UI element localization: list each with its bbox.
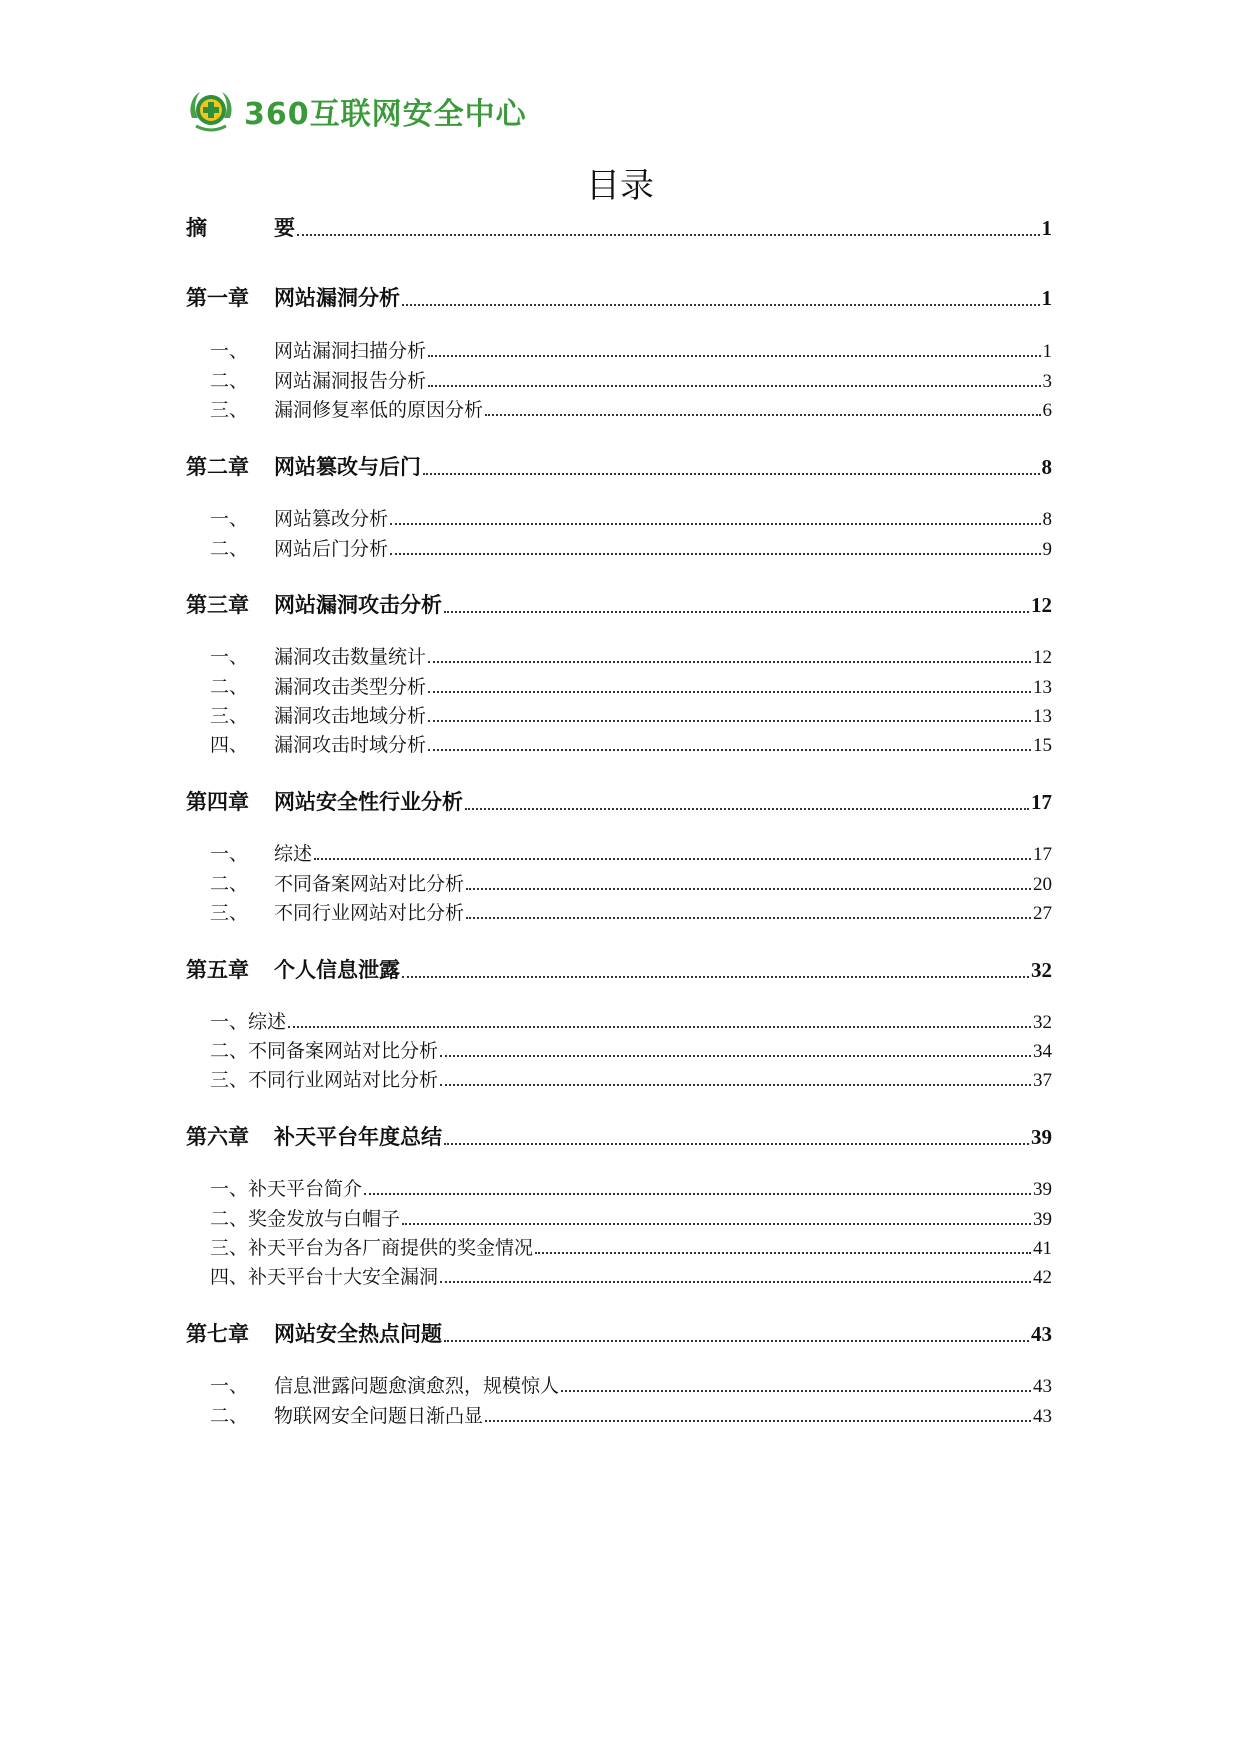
item-number: 二、 — [210, 1406, 249, 1427]
item-text: 网站篡改分析 — [274, 509, 389, 530]
item-number: 一、 — [210, 341, 249, 362]
chapter-title: 网站漏洞分析 — [274, 286, 400, 310]
page-number: 13 — [1033, 677, 1052, 698]
page-number: 34 — [1033, 1041, 1052, 1062]
item-text: 网站漏洞报告分析 — [274, 371, 427, 392]
item-number: 二、 — [210, 371, 249, 392]
item-number: 三、 — [210, 706, 249, 727]
leader-dots — [288, 1026, 1031, 1028]
toc-chapter-3[interactable] — [186, 589, 1052, 619]
item-number: 二、 — [210, 1041, 249, 1062]
toc-chapter-1[interactable] — [186, 282, 1052, 312]
page-number: 9 — [1042, 539, 1052, 560]
leader-dots — [440, 1084, 1031, 1086]
item-number: 一、 — [210, 509, 249, 530]
page-number: 12 — [1033, 647, 1052, 668]
chapter-title: 个人信息泄露 — [274, 958, 400, 982]
item-number: 一、 — [210, 1012, 249, 1033]
leader-dots — [428, 355, 1040, 357]
leader-dots — [423, 473, 1040, 475]
leader-dots — [485, 1420, 1031, 1422]
item-text: 综述 — [274, 844, 313, 865]
leader-dots — [402, 976, 1029, 978]
page-number: 43 — [1033, 1376, 1052, 1397]
page-number: 43 — [1031, 1322, 1052, 1346]
item-text: 漏洞攻击地域分析 — [274, 706, 427, 727]
toc-item[interactable] — [186, 1204, 1052, 1231]
item-number: 二、 — [210, 874, 249, 895]
toc-chapter-4[interactable] — [186, 786, 1052, 816]
leader-dots — [428, 385, 1040, 387]
leader-dots — [314, 858, 1031, 860]
leader-dots — [402, 304, 1040, 306]
page-number: 17 — [1033, 844, 1052, 865]
leader-dots — [440, 1055, 1031, 1057]
toc-item[interactable] — [186, 366, 1052, 393]
item-number: 四、 — [210, 1267, 249, 1288]
leader-dots — [485, 414, 1040, 416]
page-number: 39 — [1033, 1179, 1052, 1200]
item-text: 信息泄露问题愈演愈烈，规模惊人 — [274, 1376, 560, 1397]
toc-item[interactable] — [186, 730, 1052, 757]
item-text: 补天平台简介 — [248, 1179, 363, 1200]
chapter-title: 网站漏洞攻击分析 — [274, 593, 442, 617]
leader-dots — [444, 1340, 1029, 1342]
item-number: 三、 — [210, 1070, 249, 1091]
item-text: 漏洞攻击数量统计 — [274, 647, 427, 668]
item-text: 漏洞攻击类型分析 — [274, 677, 427, 698]
leader-dots — [390, 553, 1040, 555]
toc-item[interactable] — [186, 839, 1052, 866]
item-number: 一、 — [210, 647, 249, 668]
page-title: 目录 — [586, 166, 654, 206]
leader-dots — [440, 1281, 1031, 1283]
abstract-char-2: 要 — [274, 216, 295, 240]
page-number: 39 — [1031, 1125, 1052, 1149]
item-number: 一、 — [210, 1376, 249, 1397]
chapter-title: 网站篡改与后门 — [274, 455, 421, 479]
page-number: 20 — [1033, 874, 1052, 895]
item-text: 不同备案网站对比分析 — [274, 874, 465, 895]
toc-chapter-6[interactable] — [186, 1121, 1052, 1151]
page-number: 37 — [1033, 1070, 1052, 1091]
toc-item[interactable] — [186, 642, 1052, 669]
leader-dots — [428, 720, 1031, 722]
page-number: 1 — [1042, 341, 1052, 362]
item-number: 二、 — [210, 677, 249, 698]
abstract-char-1: 摘 — [186, 216, 207, 240]
item-text: 网站漏洞扫描分析 — [274, 341, 427, 362]
item-number: 三、 — [210, 400, 249, 421]
item-number: 一、 — [210, 844, 249, 865]
page-number: 13 — [1033, 706, 1052, 727]
page-number: 32 — [1033, 1012, 1052, 1033]
toc-abstract[interactable] — [186, 212, 1052, 242]
page-number: 8 — [1042, 509, 1052, 530]
toc-item[interactable] — [186, 1065, 1052, 1092]
chapter-number: 第四章 — [186, 790, 249, 814]
page-number: 3 — [1042, 371, 1052, 392]
page-number: 41 — [1033, 1238, 1052, 1259]
toc-item[interactable] — [186, 336, 1052, 363]
page-number: 43 — [1033, 1406, 1052, 1427]
page-number: 15 — [1033, 735, 1052, 756]
leader-dots — [297, 234, 1040, 236]
item-text: 补天平台为各厂商提供的奖金情况 — [248, 1238, 534, 1259]
leader-dots — [444, 1143, 1029, 1145]
leader-dots — [465, 808, 1029, 810]
toc-item[interactable] — [186, 1371, 1052, 1398]
toc-item[interactable] — [186, 1262, 1052, 1289]
chapter-number: 第三章 — [186, 593, 249, 617]
page-number: 1 — [1041, 216, 1052, 240]
item-text: 网站后门分析 — [274, 539, 389, 560]
chapter-number: 第五章 — [186, 958, 249, 982]
chapter-number: 第七章 — [186, 1322, 249, 1346]
leader-dots — [561, 1390, 1031, 1392]
chapter-number: 第二章 — [186, 455, 249, 479]
page-number: 17 — [1031, 790, 1052, 814]
item-number: 二、 — [210, 539, 249, 560]
item-number: 四、 — [210, 735, 249, 756]
toc-item[interactable] — [186, 869, 1052, 896]
leader-dots — [535, 1252, 1031, 1254]
item-text: 物联网安全问题日渐凸显 — [274, 1406, 484, 1427]
item-text: 不同行业网站对比分析 — [274, 903, 465, 924]
toc-item[interactable] — [186, 898, 1052, 925]
chapter-number: 第一章 — [186, 286, 249, 310]
chapter-title: 补天平台年度总结 — [274, 1125, 442, 1149]
leader-dots — [428, 691, 1031, 693]
item-text: 不同行业网站对比分析 — [248, 1070, 439, 1091]
toc-item[interactable] — [186, 504, 1052, 531]
item-text: 漏洞攻击时域分析 — [274, 735, 427, 756]
toc-chapter-7[interactable] — [186, 1318, 1052, 1348]
leader-dots — [466, 917, 1031, 919]
toc-item[interactable] — [186, 701, 1052, 728]
page-number: 39 — [1033, 1209, 1052, 1230]
toc-item[interactable] — [186, 1007, 1052, 1034]
leader-dots — [402, 1223, 1031, 1225]
page-number: 12 — [1031, 593, 1052, 617]
360-shield-logo-icon — [186, 88, 236, 134]
item-number: 三、 — [210, 1238, 249, 1259]
chapter-title: 网站安全热点问题 — [274, 1322, 442, 1346]
item-text: 奖金发放与白帽子 — [248, 1209, 401, 1230]
toc-item[interactable] — [186, 1036, 1052, 1063]
leader-dots — [444, 611, 1029, 613]
toc-item[interactable] — [186, 1174, 1052, 1201]
chapter-title: 网站安全性行业分析 — [274, 790, 463, 814]
logo-text: 360互联网安全中心 — [244, 97, 527, 132]
item-text: 漏洞修复率低的原因分析 — [274, 400, 484, 421]
toc-item[interactable] — [186, 395, 1052, 422]
leader-dots — [428, 749, 1031, 751]
leader-dots — [466, 888, 1031, 890]
item-text: 补天平台十大安全漏洞 — [248, 1267, 439, 1288]
leader-dots — [364, 1193, 1031, 1195]
toc-chapter-2[interactable] — [186, 451, 1052, 481]
item-text: 不同备案网站对比分析 — [248, 1041, 439, 1062]
item-number: 三、 — [210, 903, 249, 924]
toc-item[interactable] — [186, 1401, 1052, 1428]
chapter-number: 第六章 — [186, 1125, 249, 1149]
item-text: 综述 — [248, 1012, 287, 1033]
toc-item[interactable] — [186, 672, 1052, 699]
page-number: 32 — [1031, 958, 1052, 982]
leader-dots — [390, 523, 1040, 525]
item-number: 二、 — [210, 1209, 249, 1230]
page-number: 1 — [1041, 286, 1052, 310]
page-number: 8 — [1041, 455, 1052, 479]
page-number: 6 — [1042, 400, 1052, 421]
page-number: 42 — [1033, 1267, 1052, 1288]
leader-dots — [428, 661, 1031, 663]
item-number: 一、 — [210, 1179, 249, 1200]
toc-chapter-5[interactable] — [186, 954, 1052, 984]
toc-item[interactable] — [186, 1233, 1052, 1260]
logo — [186, 88, 527, 134]
page-number: 27 — [1033, 903, 1052, 924]
toc-item[interactable] — [186, 534, 1052, 561]
